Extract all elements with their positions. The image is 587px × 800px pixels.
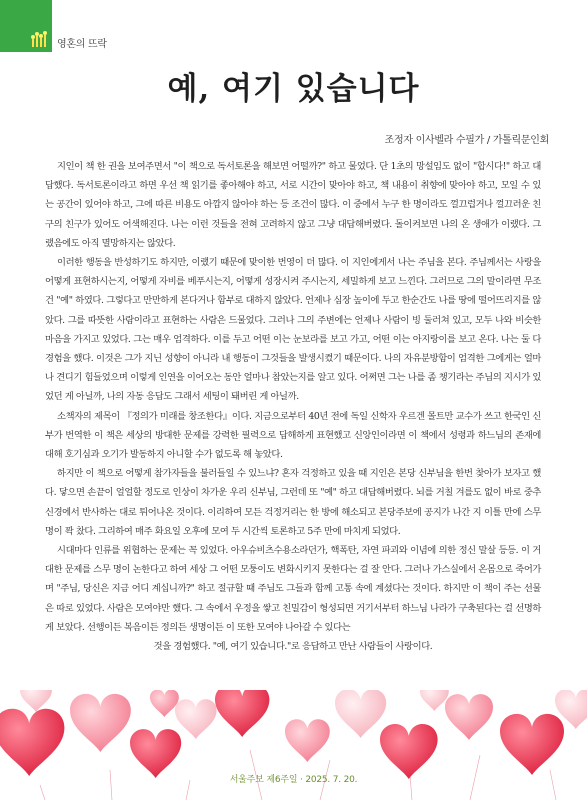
paragraph: 것을 경험했다. "예, 여기 있습니다."로 응답하고 만난 사람들이 사랑이다. [153, 641, 433, 653]
section-label: 영혼의 뜨락 [57, 39, 107, 50]
article-body [45, 157, 541, 656]
section-color-block [0, 0, 52, 52]
article-byline: 조정자 이사벨라 수필가 / 가톨릭문인회 [384, 135, 549, 146]
paragraph: 소책자의 제목이 『정의가 미래를 창조한다』이다. 지금으로부터 40년 전에 독일 신학자 우르겐 몰트만 교수가 쓰고 한국인 신부가 번역한 이 책은 세상의 방대한 문제를 강력한 필력으로 답해하게 표현했고 신앙인이라면 이 책에서 성령과 하느님의 존재에 대해 호기심과 오기가 발동하지 아니할 수가 없도록 해 놓았다. [45, 410, 541, 461]
article-title: 예, 여기 있습니다 [167, 71, 420, 107]
paragraph: 이러한 행동을 반성하기도 하지만, 이랬기 때문에 맞이한 번영이 더 많다. 이 지인에게서 나는 주님을 본다. 주님께서는 사랑을 어떻게 표현하시는지, 어떻게 자비를 베푸시는지, 어떻게 성장시켜 주시는지, 세밀하게 보고 느낀다. 그러므로 그의 말이라면 무조건 "예" 하였다. 그렇다고 만만하게 본다거나 함부로 대하지 않았다. 언제나 심장 높이에 두고 한순간도 나를 땅에 떨어뜨리지를 않았다. 그를 따뜻한 사람이라고 표현하는 사람은 드물었다. 그러나 그의 주변에는 언제나 사람이 빙 둘러쳐 있고, 모두 나와 비슷한 마음을 가지고 있었다. 그는 매우 엄격하다. 이를 두고 어떤 이는 눈보라를 보고 가고, 어떤 이는 아지랑이를 보고 온다. 나는 둘 다 경험을 했다. 이것은 그가 지닌 성향이 아니라 내 행동이 그것들을 발생시켰기 때문이다. 나의 자유분방함이 엄격한 그에게는 얼마나 견디기 힘들었으며 이렇게 인연을 이어오는 동안 얼마나 참았는지를 알고 있다. 어쩌면 그는 나를 좀 챙기라는 주님의 지시가 있었던 게 아닐까, 나의 자동 응답도 그래서 세팅이 돼버린 게 아닐까. [45, 257, 541, 403]
paragraph: 하지만 이 책으로 어떻게 참가자들을 불러들일 수 있느냐? 혼자 걱정하고 있을 때 지인은 본당 신부님을 한번 찾아가 보자고 했다. 닿으면 손끝이 얼얼할 정도로 인상이 차가운 우리 신부님, 그런데 또 "예" 하고 대답해버렸다. 뇌를 거칠 겨를도 없이 바로 중추신경에서 반사하는 대로 튀어나온 것이다. 이리하여 모든 걱정거리는 한 방에 해소되고 본당주보에 공지가 나간 지 이틀 만에 스무 명이 꽉 찼다. 그리하여 매주 화요일 오후에 모여 두 시간씩 토론하고 5주 만에 마치게 되었다. [45, 468, 541, 537]
sprout-icon [30, 30, 50, 48]
paragraph: 지인이 책 한 권을 보여주면서 "이 책으로 독서토론을 해보면 어떨까?" 하고 물었다. 단 1초의 망설임도 없이 "합시다!" 하고 대답했다. 독서토론이라고 하면 우선 책 읽기를 좋아해야 하고, 서로 시간이 맞아야 하고, 책 내용이 취향에 맞아야 하고, 모일 수 있는 공간이 있어야 하고, 그에 따른 비용도 아깝지 않아야 하는 등 조건이 많다. 이 중에서 누구 한 명이라도 껄끄럽거나 껄끄러운 친구의 친구가 있어도 어색해진다. 나는 이런 것들을 전혀 고려하지 않고 그냥 대답해버렸다. 돌이켜보면 나의 온 생애가 이랬다. 그랬음에도 아직 멸망하지는 않았다. [45, 161, 541, 249]
page-footer: 서울주보 제6주일 · 2025. 7. 20. [229, 775, 358, 785]
paragraph: 시대마다 인류를 위협하는 문제는 꼭 있었다. 아우슈비츠수용소라던가, 핵폭탄, 자연 파괴와 이념에 의한 정신 말살 등등. 이 거대한 문제를 스무 명이 논한다고 하여 세상 그 어떤 모퉁이도 변화시키지 못한다는 걸 잘 안다. 그러나 가스실에서 온몸으로 죽어가며 "주님, 당신은 지금 어디 계십니까?" 하고 절규할 때 주님도 그들과 함께 고통 속에 계셨다는 것이다. 하지만 이 책이 주는 선물은 따로 있었다. 사람은 모여야만 했다. 그 속에서 우정을 쌓고 친밀감이 형성되면 거기서부터 하느님 나라가 구축된다는 걸 선명하게 보았다. 선행이든 복음이든 정의든 생명이든 이 또한 모여야 나아갈 수 있다는 [45, 545, 541, 633]
